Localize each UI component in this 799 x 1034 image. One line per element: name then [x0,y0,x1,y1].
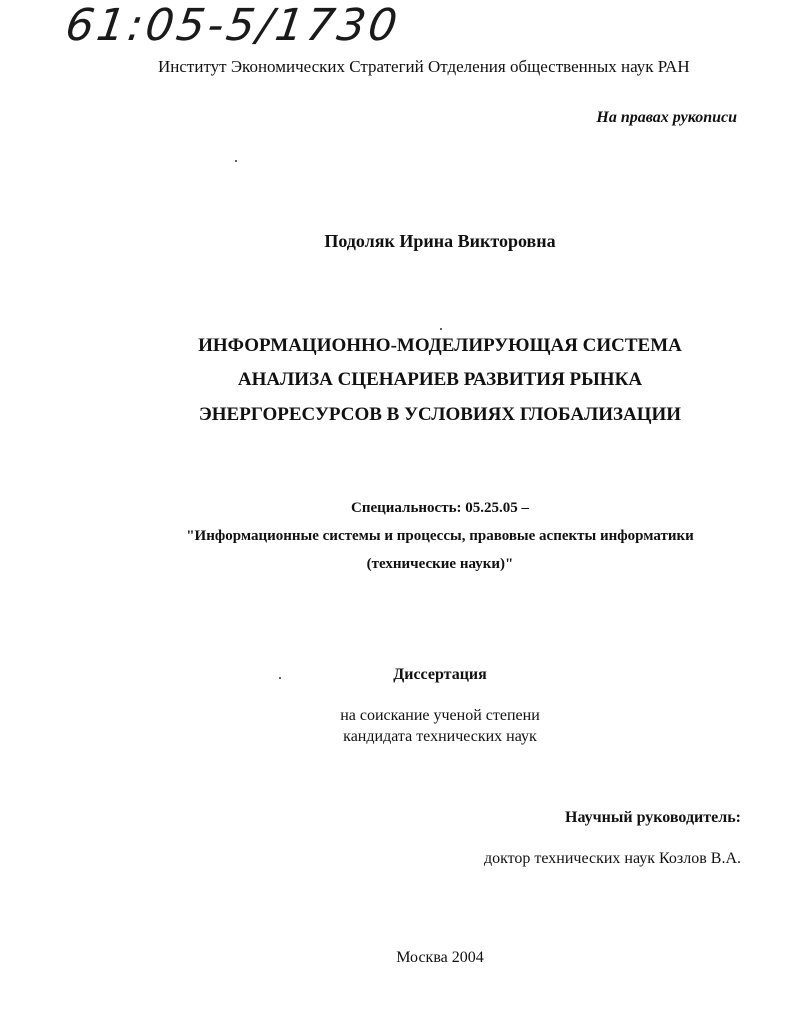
city-year: Москва 2004 [396,949,484,966]
degree-line-1: на соискание ученой степени [340,707,540,724]
title-line-3: ЭНЕРГОРЕСУРСОВ В УСЛОВИЯХ ГЛОБАЛИЗАЦИИ [198,404,682,425]
specialty-line-1: Специальность: 05.25.05 – [351,500,529,516]
supervisor-name: доктор технических наук Козлов В.А. [483,850,741,867]
institute-name: Институт Экономических Стратегий Отделения общественных наук РАН [158,57,690,76]
degree-line-2: кандидата технических наук [343,728,537,745]
archive-number-handwritten: 61:05-5/1730 [62,0,404,51]
title-line-2: АНАЛИЗА СЦЕНАРИЕВ РАЗВИТИЯ РЫНКА [237,369,643,390]
scan-speck [440,328,442,330]
supervisor-label: Научный руководитель: [565,809,741,826]
scan-speck [235,160,237,162]
manuscript-note: На правах рукописи [596,109,737,126]
work-type: Диссертация [393,666,487,683]
specialty-line-3: (технические науки)" [366,556,514,572]
specialty-line-2: "Информационные системы и процессы, правовые аспекты информатики [186,528,694,544]
scan-speck [279,677,281,679]
title-line-1: ИНФОРМАЦИОННО-МОДЕЛИРУЮЩАЯ СИСТЕМА [198,335,682,356]
author-name: Подоляк Ирина Викторовна [324,231,556,251]
